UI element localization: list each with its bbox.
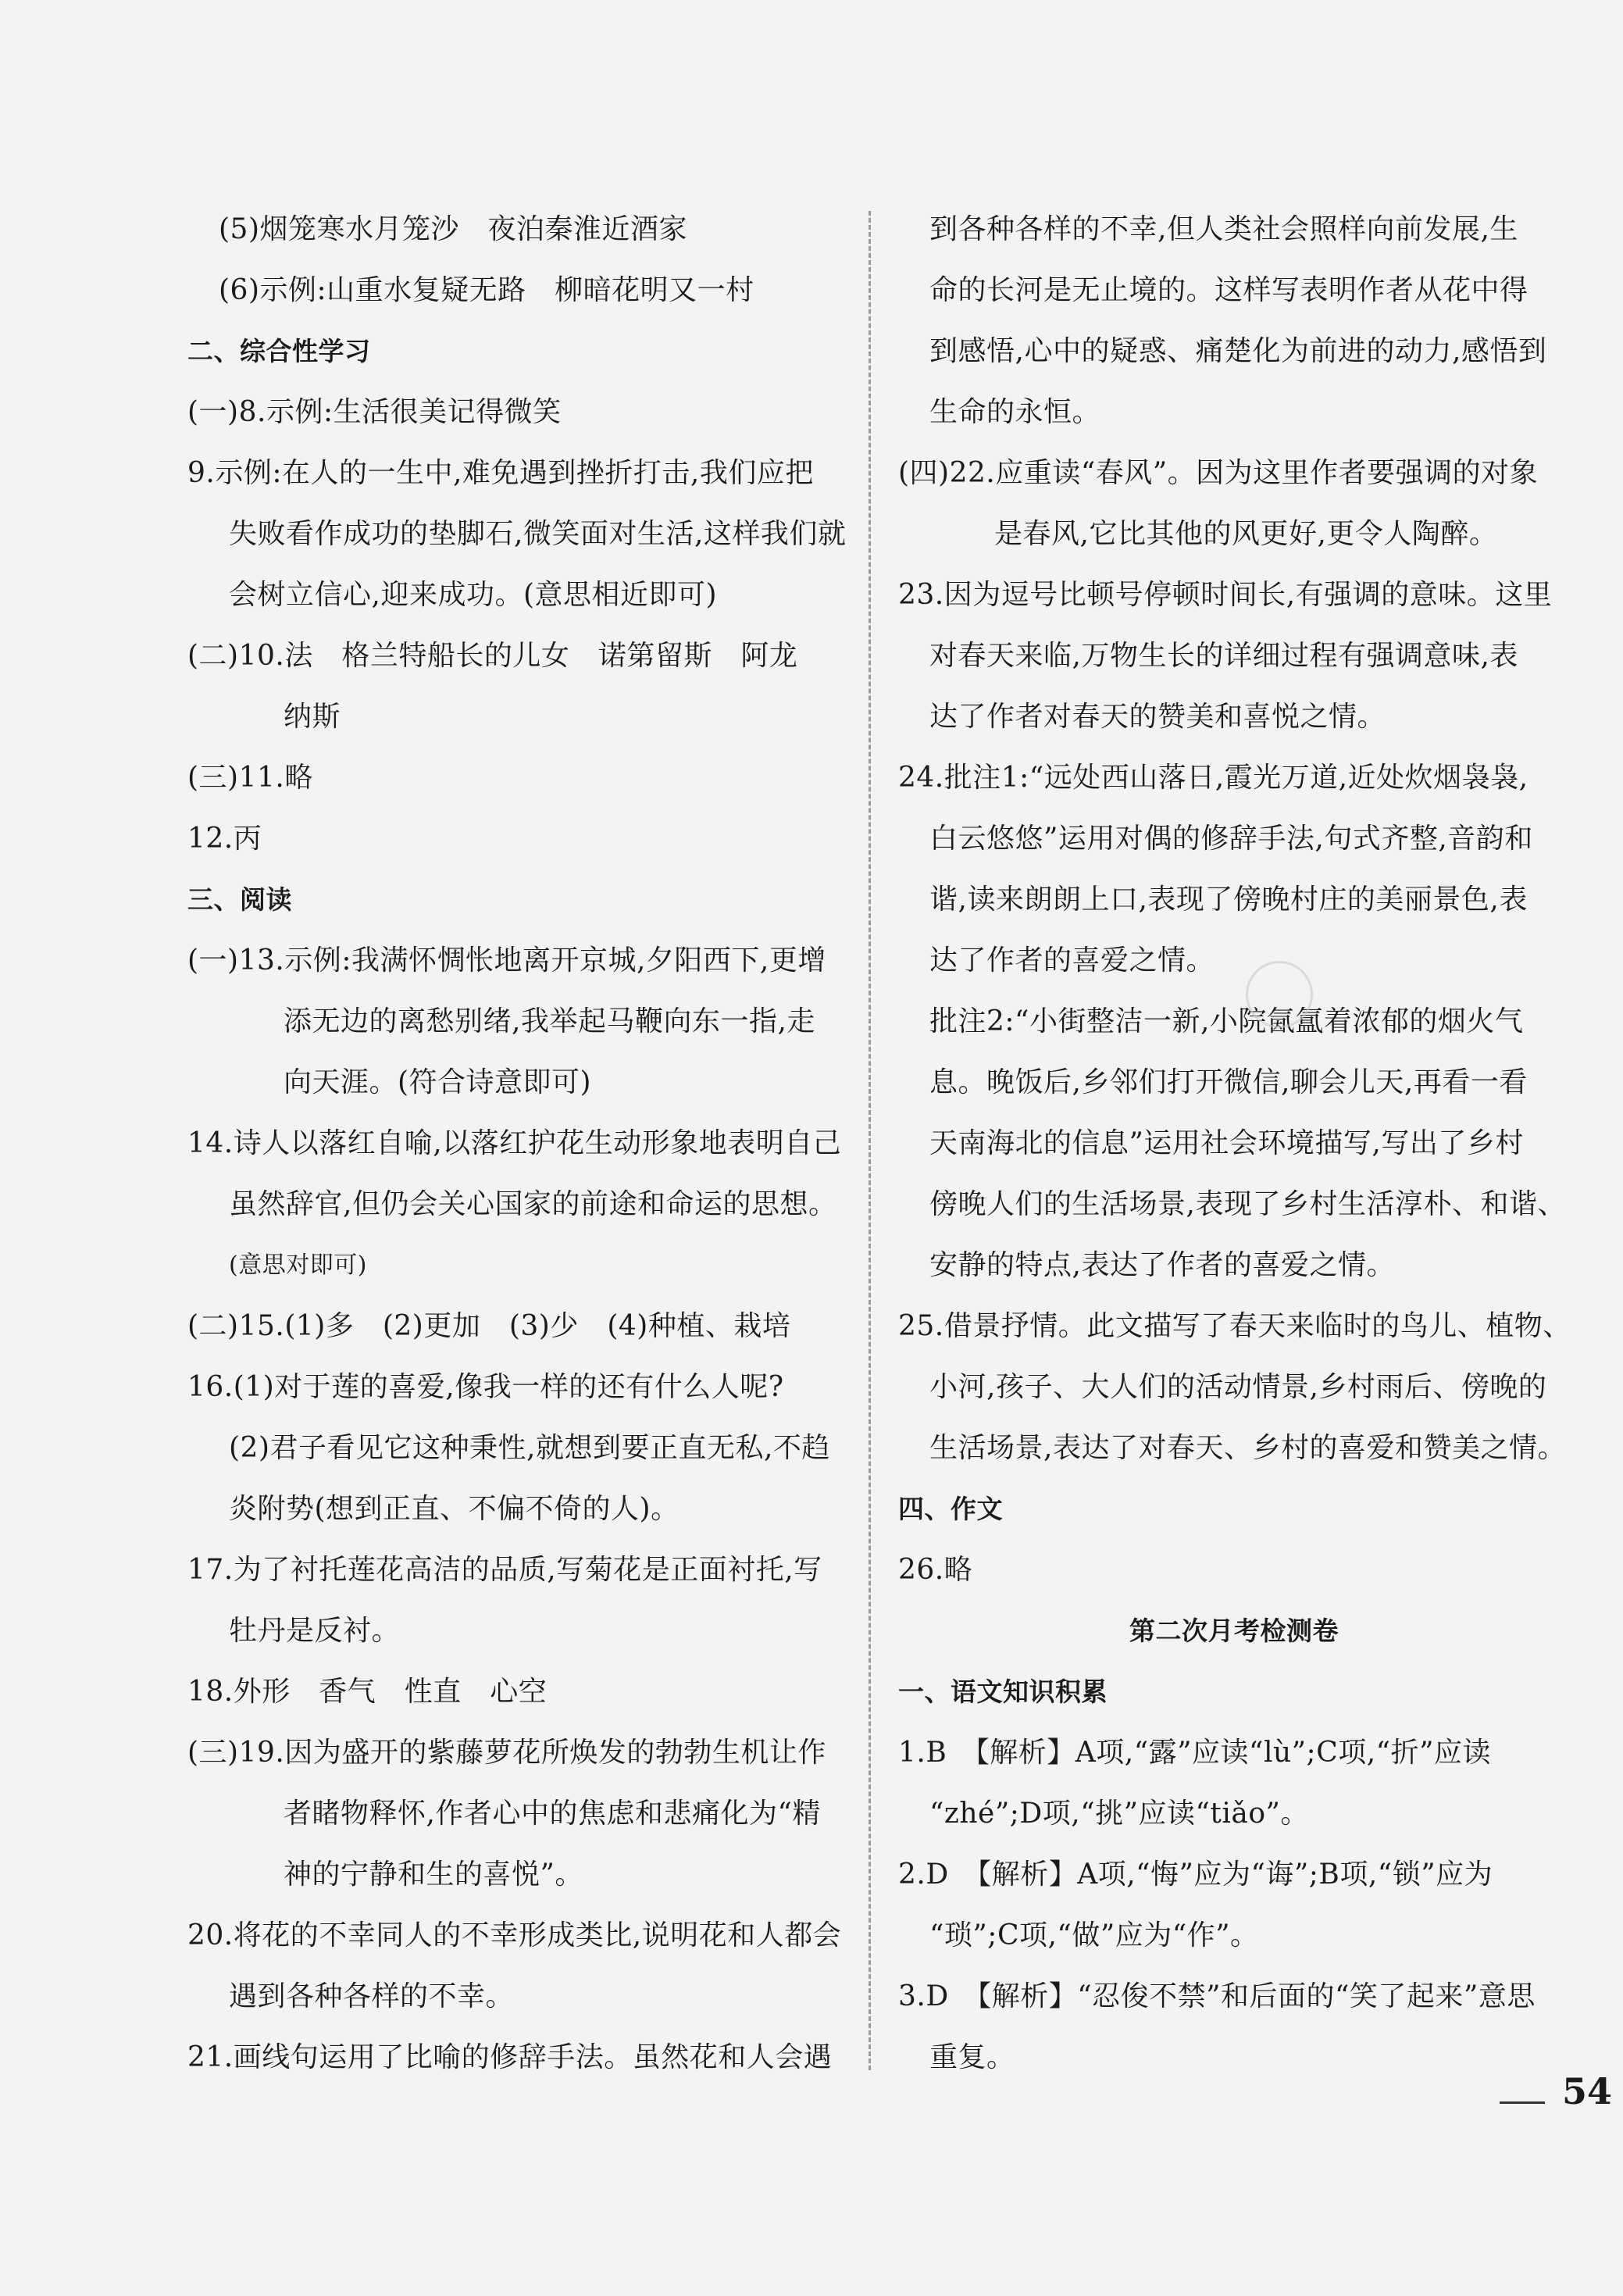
text-line: 息。晚饭后,乡邻们打开微信,聊会儿天,再看一看 [929,1066,1528,1098]
text-line: 牡丹是反衬。 [229,1615,401,1647]
text-line: (一)8.示例:生活很美记得微笑 [187,396,562,428]
faint-stamp-mark [1246,961,1313,1028]
text-line: 向天涯。(符合诗意即可) [284,1066,592,1098]
text-line: 到感悟,心中的疑惑、痛楚化为前进的动力,感悟到 [929,335,1547,367]
text-line: 是春风,它比其他的风更好,更令人陶醉。 [994,518,1498,550]
text-line: 14.诗人以落红自喻,以落红护花生动形象地表明自己 [187,1127,842,1159]
text-line: 纳斯 [284,701,341,733]
column-divider [869,211,871,2070]
text-line: (一)13.示例:我满怀惆怅地离开京城,夕阳西下,更增 [187,944,826,977]
text-line: (三)11.略 [187,762,313,794]
text-line: 者睹物释怀,作者心中的焦虑和悲痛化为“精 [284,1798,821,1830]
left-column [187,199,847,2088]
text-line: (6)示例:山重水复疑无路 柳暗花明又一村 [219,274,754,306]
page-number: 54 [1562,2070,1613,2112]
text-line: 达了作者对春天的赞美和喜悦之情。 [929,701,1386,733]
text-line: 17.为了衬托莲花高洁的品质,写菊花是正面衬托,写 [187,1554,822,1586]
text-line: 虽然辞官,但仍会关心国家的前途和命运的思想。 [229,1188,837,1220]
text-line: 3.D 【解析】“忍俊不禁”和后面的“笑了起来”意思 [898,1980,1536,2012]
text-line: 二、综合性学习 [187,336,371,366]
text-line: (三)19.因为盛开的紫藤萝花所焕发的勃勃生机让作 [187,1737,826,1769]
text-line: (二)10.法 格兰特船长的儿女 诺第留斯 阿龙 [187,640,798,672]
text-line: 白云悠悠”运用对偶的修辞手法,句式齐整,音韵和 [929,823,1533,855]
text-line: 1.B 【解析】A项,“露”应读“lù”;C项,“折”应读 [898,1737,1491,1769]
text-line: 23.因为逗号比顿号停顿时间长,有强调的意味。这里 [898,579,1553,611]
text-line: 生活场景,表达了对春天、乡村的喜爱和赞美之情。 [929,1432,1566,1464]
text-line: 失败看作成功的垫脚石,微笑面对生活,这样我们就 [229,518,847,550]
text-line: 添无边的离愁别绪,我举起马鞭向东一指,走 [284,1005,815,1037]
text-line: “琐”;C项,“做”应为“作”。 [929,1919,1259,1951]
text-line: (5)烟笼寒水月笼沙 夜泊秦淮近酒家 [219,213,687,245]
text-line: 批注2:“小街整洁一新,小院氤氲着浓郁的烟火气 [929,1005,1524,1037]
text-line: “zhé”;D项,“挑”应读“tiǎo”。 [929,1798,1309,1830]
text-line: 9.示例:在人的一生中,难免遇到挫折打击,我们应把 [187,457,814,489]
text-line: (2)君子看见它这种秉性,就想到要正直无私,不趋 [229,1432,830,1464]
right-column [898,199,1570,2088]
text-line: 24.批注1:“远处西山落日,霞光万道,近处炊烟袅袅, [898,762,1528,794]
text-line: 16.(1)对于莲的喜爱,像我一样的还有什么人呢? [187,1371,784,1403]
text-line: 谐,读来朗朗上口,表现了傍晚村庄的美丽景色,表 [929,884,1528,916]
text-line: (四)22.应重读“春风”。因为这里作者要强调的对象 [898,457,1539,489]
text-line: 对春天来临,万物生长的详细过程有强调意味,表 [929,640,1518,672]
text-line: 26.略 [898,1554,973,1586]
text-line: 2.D 【解析】A项,“悔”应为“诲”;B项,“锁”应为 [898,1859,1493,1891]
text-line: 18.外形 香气 性直 心空 [187,1676,548,1708]
text-line: 25.借景抒情。此文描写了春天来临时的鸟儿、植物、 [898,1310,1571,1342]
text-line: 会树立信心,迎来成功。(意思相近即可) [229,579,718,611]
text-line: 三、阅读 [187,884,292,915]
text-line: 第二次月考检测卷 [1129,1616,1339,1646]
text-line: 遇到各种各样的不幸。 [229,1980,515,2012]
text-line: 四、作文 [898,1494,1003,1524]
page-number-rule [1500,2101,1545,2104]
text-line: 达了作者的喜爱之情。 [929,944,1215,977]
text-line: 神的宁静和生的喜悦”。 [284,1859,583,1891]
text-line: 生命的永恒。 [929,396,1101,428]
text-line: 到各种各样的不幸,但人类社会照样向前发展,生 [929,213,1518,245]
text-line: (二)15.(1)多 (2)更加 (3)少 (4)种植、栽培 [187,1310,791,1342]
text-line: 命的长河是无止境的。这样写表明作者从花中得 [929,274,1528,306]
text-line: 炎附势(想到正直、不偏不倚的人)。 [229,1493,680,1525]
text-line: (意思对即可) [229,1252,367,1279]
text-line: 20.将花的不幸同人的不幸形成类比,说明花和人都会 [187,1919,842,1951]
text-line: 小河,孩子、大人们的活动情景,乡村雨后、傍晚的 [929,1371,1547,1403]
text-line: 安静的特点,表达了作者的喜爱之情。 [929,1249,1395,1281]
text-line: 天南海北的信息”运用社会环境描写,写出了乡村 [929,1127,1524,1159]
text-line: 一、语文知识积累 [898,1676,1108,1707]
text-line: 21.画线句运用了比喻的修辞手法。虽然花和人会遇 [187,2041,833,2073]
text-line: 傍晚人们的生活场景,表现了乡村生活淳朴、和谐、 [929,1188,1566,1220]
text-line: 重复。 [929,2041,1015,2073]
text-line: 12.丙 [187,823,262,855]
